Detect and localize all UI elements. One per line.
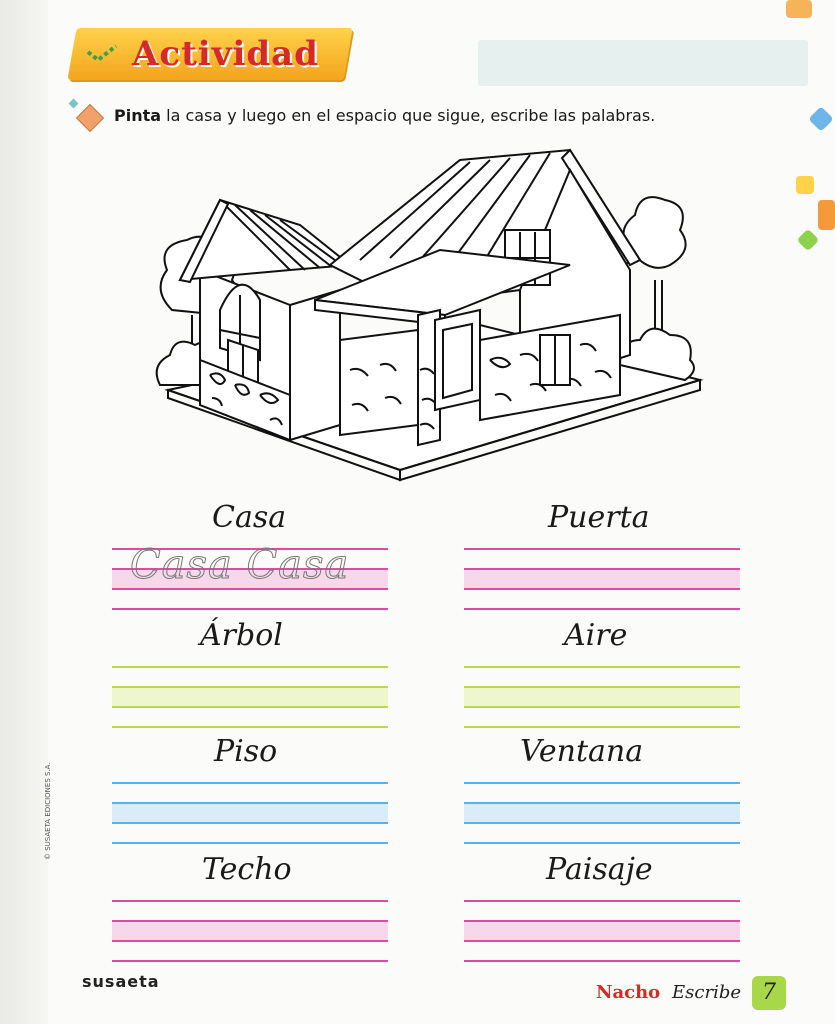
bullet-dot-icon (69, 99, 79, 109)
copyright-notice: © SUSAETA EDICIONES S.A. (44, 762, 52, 860)
page-number: 7 (752, 976, 786, 1010)
word-label: Casa (212, 500, 287, 535)
instruction-text (114, 106, 655, 125)
decor-shape (818, 200, 835, 230)
checkmark-icon (86, 44, 126, 64)
writing-lines[interactable] (112, 782, 388, 846)
word-label: Techo (202, 852, 292, 887)
decor-shape (797, 229, 820, 252)
series-name: Escribe (672, 982, 741, 1003)
writing-lines[interactable] (464, 666, 740, 730)
writing-lines[interactable] (464, 782, 740, 846)
bleed-through-header (478, 40, 808, 86)
word-label: Piso (214, 734, 278, 769)
word-label: Árbol (200, 618, 283, 653)
decor-shape (808, 106, 833, 131)
writing-lines[interactable] (112, 900, 388, 964)
bullet-diamond-icon (76, 104, 104, 132)
instruction-verb: Pinta (114, 106, 162, 125)
decor-shape (786, 0, 812, 18)
publisher-logo: susaeta (82, 972, 160, 991)
instruction-rest: la casa y luego en el espacio que sigue, escribe las palabras. (161, 106, 656, 125)
series-brand: Nacho (596, 982, 661, 1003)
writing-lines[interactable] (464, 900, 740, 964)
page-spine (0, 0, 48, 1024)
writing-lines[interactable] (112, 666, 388, 730)
house-drawing[interactable] (100, 140, 740, 510)
word-label: Puerta (548, 500, 650, 535)
trace-example: Casa Casa (130, 542, 350, 588)
word-label: Paisaje (546, 852, 653, 887)
activity-title: Actividad (132, 34, 319, 74)
word-label: Aire (564, 618, 628, 653)
word-label: Ventana (520, 734, 644, 769)
decor-shape (796, 176, 814, 194)
writing-lines[interactable] (464, 548, 740, 612)
